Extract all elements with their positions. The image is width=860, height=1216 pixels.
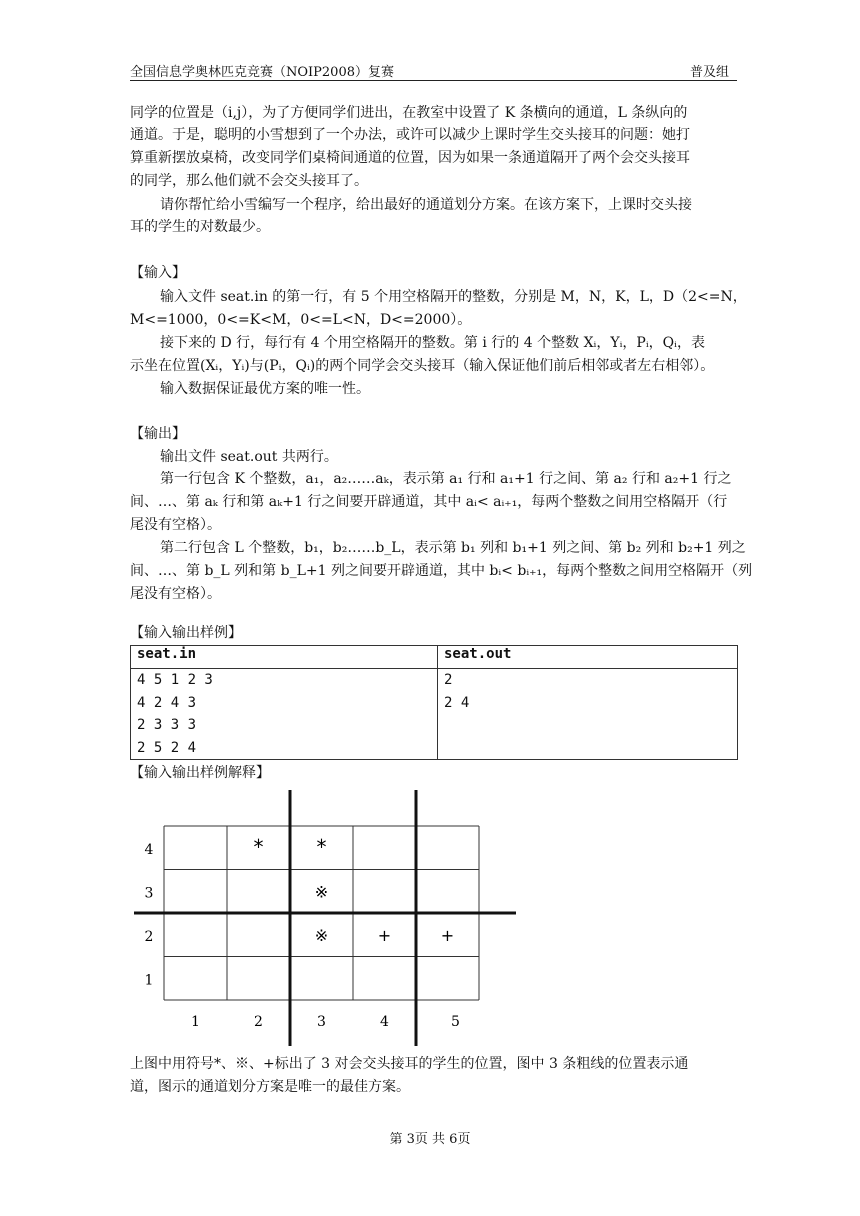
- para-line: 算重新摆放桌椅，改变同学们桌椅间通道的位置，因为如果一条通道隔开了两个会交头接耳: [130, 150, 690, 166]
- col-label: 4: [380, 1014, 389, 1030]
- sample-in-line: 4 5 1 2 3: [137, 672, 213, 688]
- col-label: 2: [254, 1014, 263, 1030]
- row-label: 3: [144, 885, 154, 902]
- col-label: 1: [191, 1014, 200, 1030]
- output-line: 输出文件 seat.out 共两行。: [160, 449, 338, 465]
- output-line: 尾没有空格）。: [130, 586, 221, 602]
- sample-in-line: 2 5 2 4: [137, 739, 197, 756]
- output-line: 第二行包含 L 个整数，b₁，b₂……b_L，表示第 b₁ 列和 b₁+1 列之间、第 b₂ 列和 b₂+1 列之: [160, 540, 746, 556]
- header-group: 普及组: [690, 65, 730, 80]
- para-line: 同学的位置是（i,j），为了方便同学们进出，在教室中设置了 K 条横向的通道，L 条纵向的: [130, 105, 688, 121]
- page-footer: 第 3页 共 6页: [389, 1132, 471, 1147]
- sample-out-line: 2: [444, 672, 453, 688]
- input-line: 输入文件 seat.in 的第一行，有 5 个用空格隔开的整数，分别是 M，N，K，L，D（2<=N，: [160, 289, 747, 305]
- para-line: 的同学，那么他们就不会交头接耳了。: [130, 173, 368, 189]
- sample-out-header: seat.out: [438, 646, 738, 669]
- output-heading: 【输出】: [130, 426, 186, 442]
- output-line: 间、…、第 b_L 列和第 b_L+1 列之间要开辟通道，其中 bᵢ< bᵢ₊₁，每两个整数之间用空格隔开（列: [130, 563, 753, 579]
- seat-mark: ※: [314, 925, 329, 945]
- seat-mark: *: [253, 834, 264, 859]
- sample-in-line: 4 2 4 3: [137, 694, 197, 711]
- para-line: 通道。于是，聪明的小雪想到了一个办法，或许可以减少上课时学生交头接耳的问题：她打: [130, 127, 690, 143]
- input-heading: 【输入】: [130, 265, 186, 281]
- sample-in-header: seat.in: [131, 646, 438, 669]
- seat-mark: +: [440, 925, 455, 945]
- header-title: 全国信息学奥林匹克竞赛（NOIP2008）复赛: [130, 65, 394, 80]
- col-label: 3: [317, 1014, 326, 1030]
- col-label: 5: [451, 1014, 460, 1030]
- input-line: 示坐在位置(Xᵢ，Yᵢ)与(Pᵢ，Qᵢ)的两个同学会交头接耳（输入保证他们前后相邻或者左右相邻）。: [130, 358, 715, 374]
- input-line: M<=1000，0<=K<M，0<=L<N，D<=2000）。: [130, 312, 472, 328]
- sample-out-line: 2 4: [444, 694, 470, 711]
- conclusion-line: 上图中用符号*、※、+标出了 3 对会交头接耳的学生的位置，图中 3 条粗线的位置表示通: [130, 1056, 689, 1072]
- output-line: 第一行包含 K 个整数，a₁，a₂……aₖ，表示第 a₁ 行和 a₁+1 行之间、第 a₂ 行和 a₂+1 行之: [160, 471, 732, 487]
- conclusion-line: 道，图示的通道划分方案是唯一的最佳方案。: [130, 1079, 410, 1095]
- input-line: 接下来的 D 行，每行有 4 个用空格隔开的整数。第 i 行的 4 个整数 Xᵢ，Yᵢ，Pᵢ，Qᵢ，表: [160, 335, 705, 351]
- sample-heading: 【输入输出样例】: [130, 625, 242, 641]
- explain-heading: 【输入输出样例解释】: [130, 765, 270, 781]
- row-label: 1: [144, 972, 154, 989]
- input-line: 输入数据保证最优方案的唯一性。: [160, 381, 370, 397]
- output-line: 间、…、第 aₖ 行和第 aₖ+1 行之间要开辟通道，其中 aᵢ< aᵢ₊₁，每两个整数之间用空格隔开（行: [130, 494, 728, 510]
- para-line: 耳的学生的对数最少。: [130, 219, 270, 235]
- seat-mark: *: [316, 834, 327, 859]
- seat-mark: ※: [314, 882, 329, 902]
- output-line: 尾没有空格）。: [130, 517, 221, 533]
- row-label: 2: [144, 928, 154, 945]
- para-line: 请你帮忙给小雪编写一个程序，给出最好的通道划分方案。在该方案下，上课时交头接: [160, 197, 692, 213]
- sample-in-line: 2 3 3 3: [137, 717, 197, 733]
- seat-mark: +: [377, 925, 392, 945]
- row-label: 4: [144, 841, 154, 858]
